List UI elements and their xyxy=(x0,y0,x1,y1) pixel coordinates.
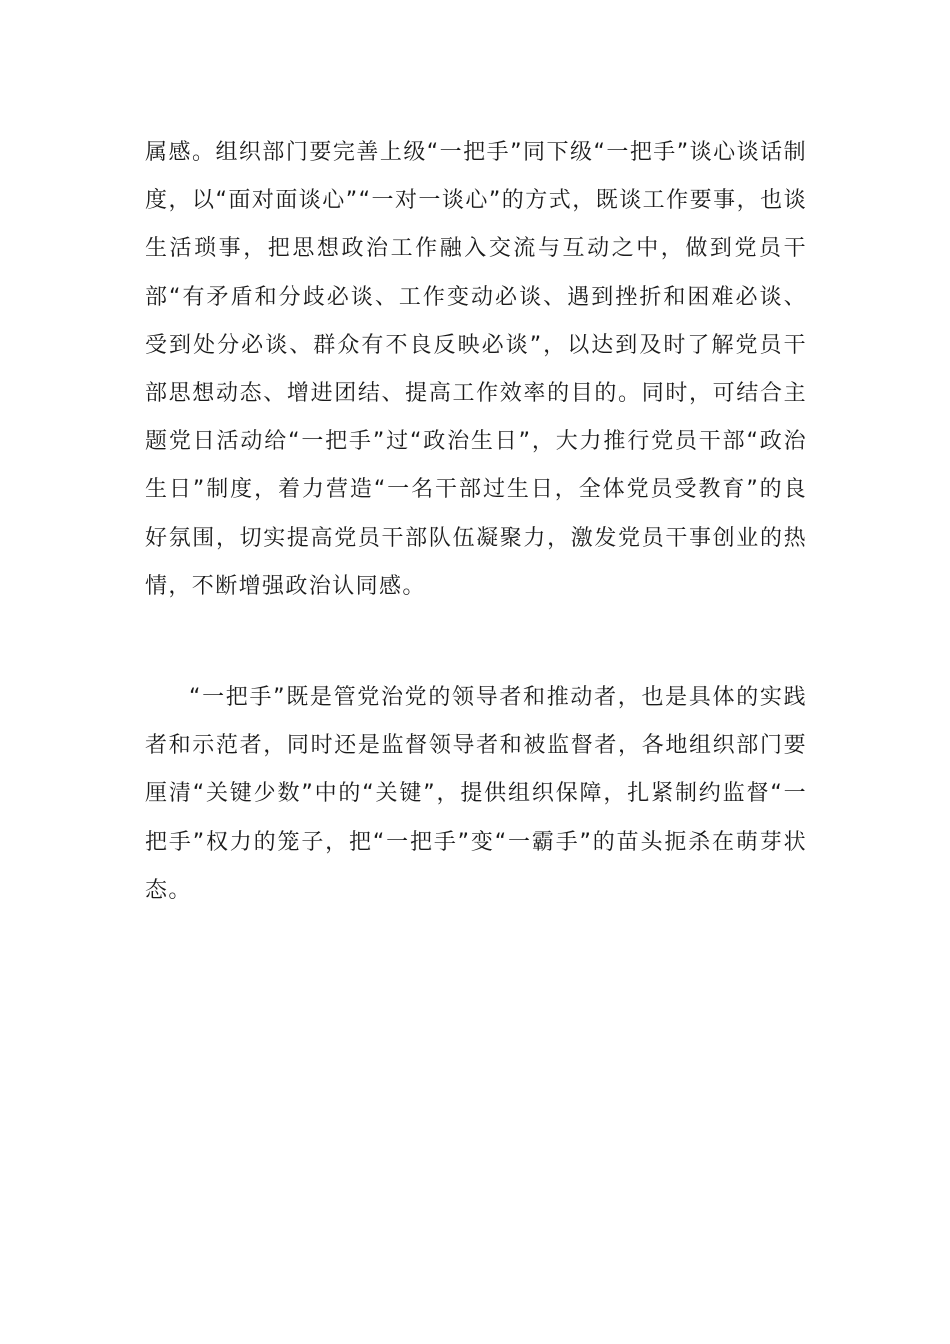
body-paragraph-1: 属感。组织部门要完善上级“一把手”同下级“一把手”谈心谈话制度，以“面对面谈心”“一对一谈心”的方式，既谈工作要事，也谈生活琐事，把思想政治工作融入交流与互动之中，做到党员干部“有矛盾和分歧必谈、工作变动必谈、遇到挫折和困难必谈、受到处分必谈、群众有不良反映必谈”，以达到及时了解党员干部思想动态、增进团结、提高工作效率的目的。同时，可结合主题党日活动给“一把手”过“政治生日”，大力推行党员干部“政治生日”制度，着力营造“一名干部过生日，全体党员受教育”的良好氛围，切实提高党员干部队伍凝聚力，激发党员干事创业的热情，不断增强政治认同感。 xyxy=(145,140,807,599)
body-paragraph-2: “一把手”既是管党治党的领导者和推动者，也是具体的实践者和示范者，同时还是监督领导者和被监督者，各地组织部门要厘清“关键少数”中的“关键”，提供组织保障，扎紧制约监督“一把手”权力的笼子，把“一把手”变“一霸手”的苗头扼杀在萌芽状态。 xyxy=(145,685,807,903)
